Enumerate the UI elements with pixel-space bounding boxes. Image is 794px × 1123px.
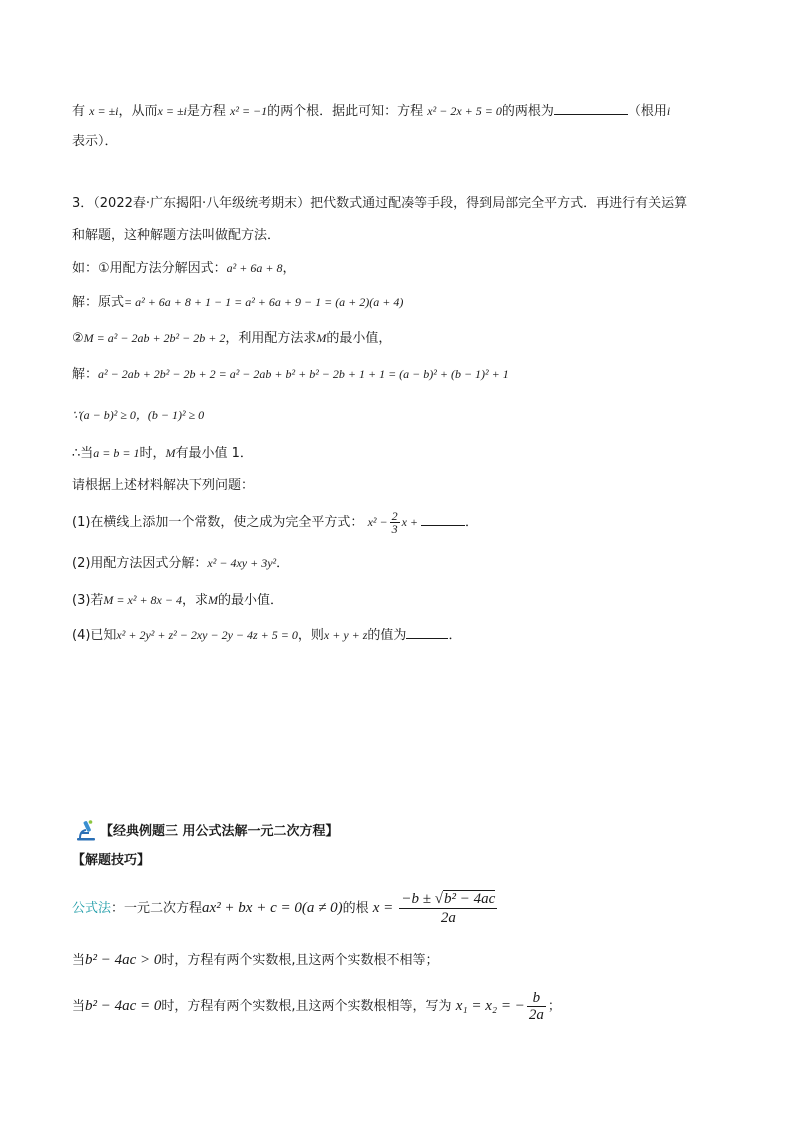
- math-expr: M = a² − 2ab + 2b² − 2b + 2: [83, 331, 226, 345]
- text: ，则: [297, 628, 324, 643]
- math-expr: b² − 4ac > 0: [85, 952, 162, 968]
- case-1: [72, 950, 439, 971]
- text: ．: [465, 515, 479, 530]
- math-expr: ax² + bx + c = 0(a ≠ 0): [202, 900, 343, 916]
- fraction-numerator: −b ± √b² − 4ac: [401, 891, 496, 907]
- text: 是方程: [186, 104, 226, 119]
- math-expr: x +: [401, 515, 419, 529]
- math-expr: M = x² + 8x − 4: [103, 593, 182, 607]
- math-expr: −b ±: [401, 891, 432, 907]
- question-4: [72, 625, 461, 646]
- math-expr: x² = −1: [230, 104, 268, 118]
- text: (4)已知: [72, 628, 117, 643]
- quadratic-formula-fraction: [399, 890, 497, 927]
- text: ∴当: [72, 446, 94, 461]
- fraction-denominator: 3: [391, 522, 398, 536]
- math-expr: x₁ = x₂ = −: [455, 998, 525, 1014]
- text: 的值为: [367, 628, 407, 643]
- fraction: [527, 990, 546, 1023]
- solution-2: [72, 364, 509, 385]
- math-expr: x² −: [367, 515, 388, 529]
- math-expr: x² + 2y² + z² − 2xy − 2y − 4z + 5 = 0: [116, 628, 298, 642]
- text: 解：原式: [72, 295, 125, 310]
- tips-heading: 【解题技巧】: [72, 853, 151, 868]
- text: 的最小值，: [326, 331, 392, 346]
- text: ：一元二次方程: [111, 901, 203, 916]
- text: 的两个根．据此可知：方程: [267, 104, 424, 119]
- math-expr: = a² + 6a + 8 + 1 − 1 = a² + 6a + 9 − 1 = (a + 2)(a + 4): [124, 295, 404, 309]
- text: 如：①用配方法分解因式：: [72, 261, 227, 276]
- text: ，利用配方法求: [225, 331, 317, 346]
- math-expr: a² − 2ab + 2b² − 2b + 2 = a² − 2ab + b² + b² − 2b + 1 + 1 = (a − b)² + (b − 1)² + 1: [98, 367, 509, 381]
- text: 当: [72, 953, 86, 968]
- fraction-numerator: b: [527, 990, 546, 1007]
- text-line: 表示）．: [72, 134, 118, 149]
- formula-line: [72, 890, 499, 927]
- math-expr: M: [207, 593, 218, 607]
- text: (1)在横线上添加一个常数，使之成为完全平方式：: [72, 515, 364, 530]
- math-expr: x + y + z: [323, 628, 368, 642]
- math-expr: x = ±i: [157, 104, 187, 118]
- text: 当: [72, 999, 86, 1014]
- math-expr: x = ±i: [89, 104, 119, 118]
- math-expr: M: [165, 446, 176, 460]
- microscope-icon: [74, 818, 98, 842]
- case-2: [72, 990, 561, 1023]
- math-expr: a = b = 1: [93, 446, 140, 460]
- text: 的根: [342, 901, 369, 916]
- text: ．: [448, 628, 462, 643]
- answer-blank[interactable]: [406, 625, 448, 639]
- problem-3-title-cont: 和解题，这种解题方法叫做配方法．: [72, 228, 281, 243]
- sqrt-radicand: b² − 4ac: [444, 891, 496, 907]
- example-1: [72, 258, 295, 279]
- fraction-numerator: 2: [391, 509, 398, 523]
- answer-blank[interactable]: [421, 512, 465, 526]
- question-3: [72, 590, 283, 611]
- math-expr: x =: [372, 900, 394, 916]
- fraction-denominator: 2a: [440, 910, 456, 926]
- text: (2)用配方法因式分解：: [72, 556, 208, 571]
- question-1: [72, 510, 478, 535]
- section-title: 【经典例题三 用公式法解一元二次方程】: [100, 824, 339, 839]
- text: 时，: [139, 446, 166, 461]
- therefore-line: [72, 443, 253, 464]
- formula-label: 公式法: [72, 901, 112, 916]
- text: ②: [72, 331, 84, 346]
- problem-3-title: 3．（2022春·广东揭阳·八年级统考期末）把代数式通过配凑等手段，得到局部完全平方式．再进行有关运算: [72, 196, 688, 211]
- answer-blank[interactable]: [554, 101, 628, 115]
- math-expr: M: [316, 331, 327, 345]
- text: 时，方程有两个实数根,且这两个实数根相等，写为: [161, 999, 452, 1014]
- math-expr: i: [666, 104, 671, 118]
- text: 有: [72, 104, 86, 119]
- text: 有最小值 1．: [175, 446, 253, 461]
- text: 的最小值．: [217, 593, 283, 608]
- question-2: [72, 553, 289, 574]
- text: ，从而: [118, 104, 158, 119]
- text: ．: [276, 556, 290, 571]
- because-line: ∵(a − b)² ≥ 0，(b − 1)² ≥ 0: [72, 408, 205, 422]
- text: 时，方程有两个实数根,且这两个实数根不相等；: [161, 953, 439, 968]
- instruction: 请根据上述材料解决下列问题：: [72, 478, 255, 493]
- example-2: [72, 328, 391, 349]
- text: ，: [282, 261, 296, 276]
- math-expr: x² − 4xy + 3y²: [207, 556, 277, 570]
- math-expr: x² − 2x + 5 = 0: [427, 104, 502, 118]
- fraction: [390, 510, 400, 535]
- fraction-denominator: 2a: [528, 1007, 544, 1023]
- solution-1: [72, 292, 403, 313]
- math-expr: b² − 4ac = 0: [85, 998, 162, 1014]
- text-line: [72, 101, 670, 122]
- text: 解：: [72, 367, 99, 382]
- text: ；: [547, 999, 561, 1014]
- text: ，求: [181, 593, 208, 608]
- text: (3)若: [72, 593, 104, 608]
- text: 的两根为: [501, 104, 554, 119]
- math-expr: a² + 6a + 8: [226, 261, 283, 275]
- text: （根用: [627, 104, 667, 119]
